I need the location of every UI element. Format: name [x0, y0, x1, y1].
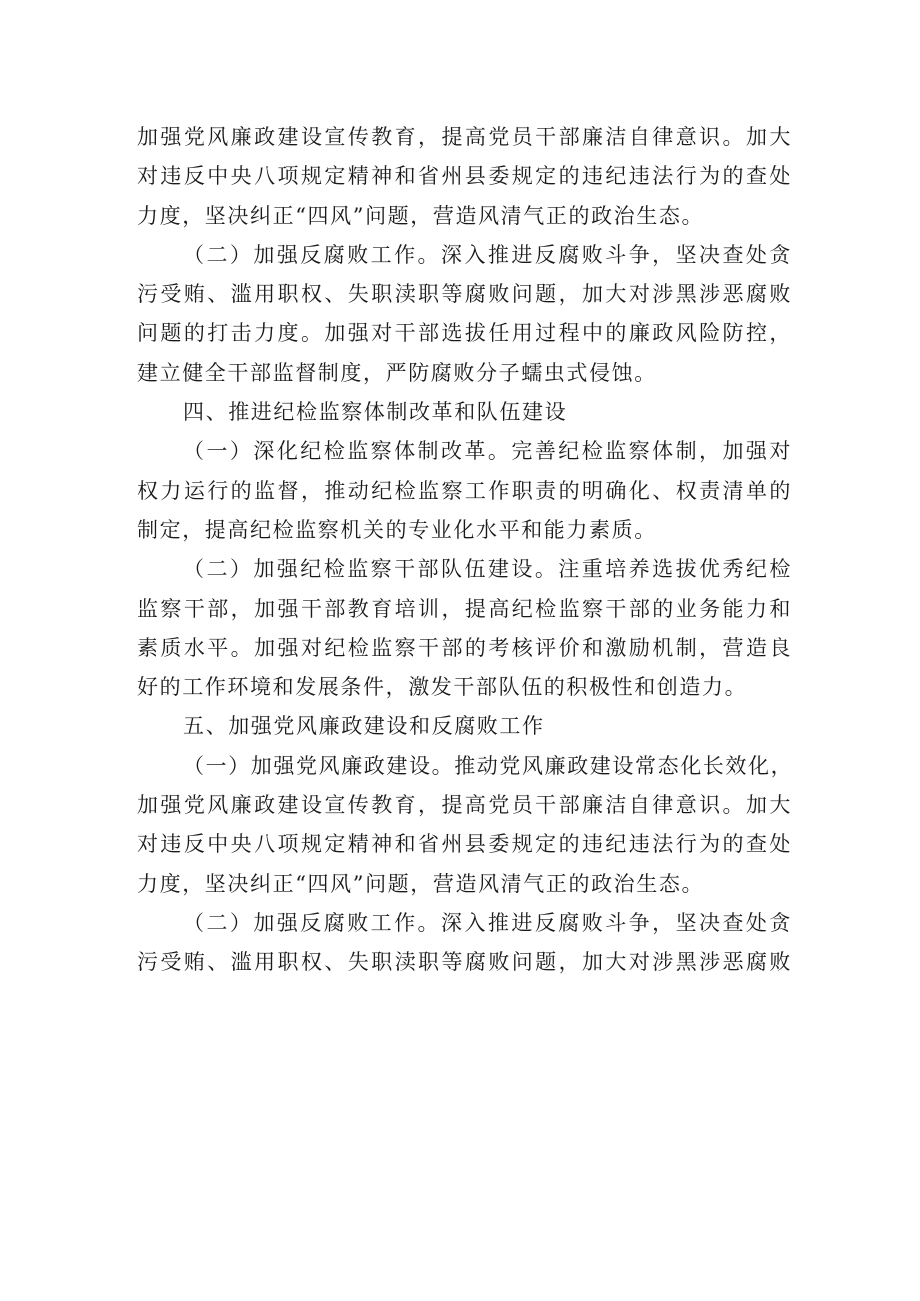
- text-line: 好的工作环境和发展条件，激发干部队伍的积极性和创造力。: [137, 675, 748, 700]
- text-line: 加强党风廉政建设宣传教育，提高党员干部廉洁自律意识。加大: [137, 125, 792, 149]
- paragraph-start-line: （一）深化纪检监察体制改革。完善纪检监察体制，加强对: [183, 439, 792, 464]
- text-line: 监察干部，加强干部教育培训，提高纪检监察干部的业务能力和: [137, 596, 792, 621]
- text-line: 污受贿、滥用职权、失职渎职等腐败问题，加大对涉黑涉恶腐败: [137, 950, 792, 975]
- text-line: 对违反中央八项规定精神和省州县委规定的违纪违法行为的查处: [137, 164, 792, 189]
- paragraph-start-line: （二）加强纪检监察干部队伍建设。注重培养选拔优秀纪检: [183, 557, 792, 582]
- text-line: 污受贿、滥用职权、失职渎职等腐败问题，加大对涉黑涉恶腐败: [137, 282, 792, 307]
- section-heading: 四、推进纪检监察体制改革和队伍建设: [183, 400, 568, 425]
- section-heading: 五、加强党风廉政建设和反腐败工作: [183, 714, 545, 739]
- text-line: 制定，提高纪检监察机关的专业化水平和能力素质。: [137, 517, 657, 542]
- paragraph-start-line: （一）加强党风廉政建设。推动党风廉政建设常态化长效化，: [183, 753, 794, 778]
- text-line: 力度，坚决纠正“四风”问题，营造风清气正的政治生态。: [137, 871, 705, 896]
- document-body: [137, 118, 792, 983]
- text-line: 力度，坚决纠正“四风”问题，营造风清气正的政治生态。: [137, 203, 705, 228]
- text-line: 权力运行的监督，推动纪检监察工作职责的明确化、权责清单的: [137, 478, 792, 503]
- text-line: 建立健全干部监督制度，严防腐败分子蠕虫式侵蚀。: [137, 360, 657, 385]
- paragraph-start-line: （二）加强反腐败工作。深入推进反腐败斗争，坚决查处贪: [183, 910, 792, 935]
- text-line: 对违反中央八项规定精神和省州县委规定的违纪违法行为的查处: [137, 832, 792, 857]
- text-line: 加强党风廉政建设宣传教育，提高党员干部廉洁自律意识。加大: [137, 793, 792, 818]
- paragraph-start-line: （二）加强反腐败工作。深入推进反腐败斗争，坚决查处贪: [183, 242, 792, 267]
- text-line: 素质水平。加强对纪检监察干部的考核评价和激励机制，营造良: [137, 635, 792, 660]
- text-line: 问题的打击力度。加强对干部选拔任用过程中的廉政风险防控，: [137, 321, 792, 346]
